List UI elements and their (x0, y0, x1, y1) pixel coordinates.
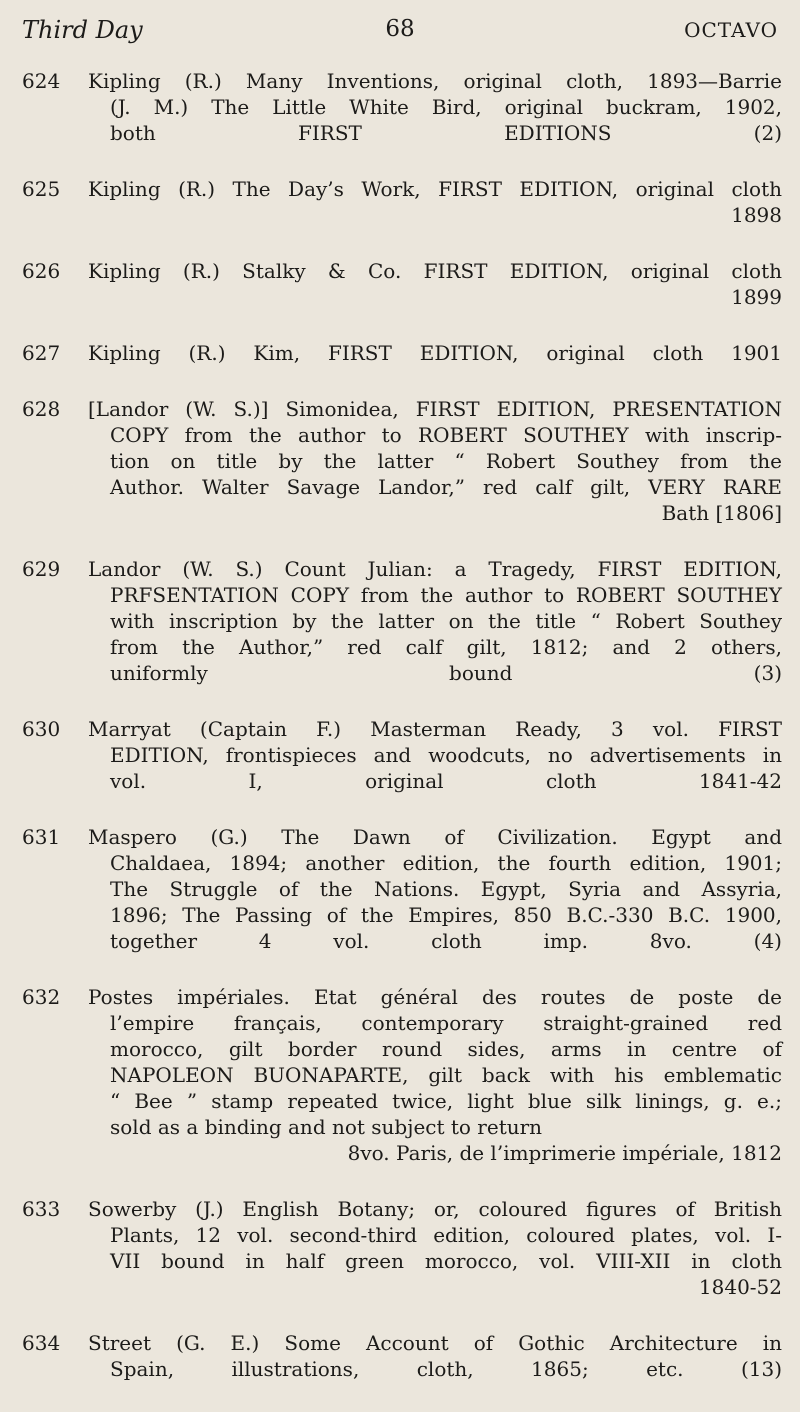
description-line: 1840-52 (698, 1275, 782, 1299)
description-line: together 4 vol. cloth imp. 8vo. (4) (110, 929, 782, 953)
description-line: Bath [1806] (661, 501, 782, 525)
lot-number: 634 (22, 1331, 61, 1355)
lot-entry (22, 556, 782, 686)
description-line: morocco, gilt border round sides, arms in centre of (110, 1037, 782, 1061)
lot-description (88, 984, 782, 1166)
description-line: [Landor (W. S.)] Simonidea, FIRST EDITION, PRESENTATION (88, 397, 782, 421)
lot-entry (22, 824, 782, 954)
description-line: sold as a binding and not subject to return (110, 1115, 543, 1139)
lot-description (88, 68, 782, 146)
description-line: 1896; The Passing of the Empires, 850 B.C.-330 B.C. 1900, (110, 903, 782, 927)
page-header (22, 16, 778, 44)
lot-entry (22, 716, 782, 794)
description-line: NAPOLEON BUONAPARTE, gilt back with his emblematic (110, 1063, 782, 1087)
description-line: Kipling (R.) Many Inventions, original cloth, 1893—Barrie (88, 69, 782, 93)
lot-number: 628 (22, 397, 61, 421)
page-number: 68 (385, 16, 415, 42)
lot-entry (22, 1330, 782, 1382)
description-line: VII bound in half green morocco, vol. VIII-XII in cloth (110, 1249, 782, 1273)
description-line: 1898 (731, 203, 782, 227)
lot-number: 629 (22, 557, 61, 581)
description-line: l’empire français, contemporary straight-grained red (110, 1011, 782, 1035)
lot-number: 625 (22, 177, 61, 201)
description-line: (J. M.) The Little White Bird, original buckram, 1902, (110, 95, 782, 119)
lot-description (88, 396, 782, 526)
description-line: Kipling (R.) Kim, FIRST EDITION, original cloth 1901 (88, 341, 782, 365)
description-line: COPY from the author to ROBERT SOUTHEY with inscrip- (110, 423, 782, 447)
description-line: Author. Walter Savage Landor,” red calf gilt, VERY RARE (110, 475, 782, 499)
description-line: Maspero (G.) The Dawn of Civilization. Egypt and (88, 825, 782, 849)
lot-entry (22, 1196, 782, 1300)
lot-entry (22, 68, 782, 146)
description-line: Plants, 12 vol. second-third edition, coloured plates, vol. I- (110, 1223, 782, 1247)
description-line: Postes impériales. Etat général des routes de poste de (88, 985, 782, 1009)
lot-list (22, 68, 782, 1412)
lot-number: 631 (22, 825, 61, 849)
description-line: Kipling (R.) Stalky & Co. FIRST EDITION, original cloth (88, 259, 782, 283)
lot-description (88, 1196, 782, 1300)
lot-description (88, 716, 782, 794)
section-label: OCTAVO (684, 18, 778, 42)
lot-description (88, 556, 782, 686)
description-line: The Struggle of the Nations. Egypt, Syria and Assyria, (110, 877, 782, 901)
description-line: uniformly bound (3) (110, 661, 782, 685)
description-line: both FIRST EDITIONS (2) (110, 121, 782, 145)
description-line: from the Author,” red calf gilt, 1812; and 2 others, (110, 635, 782, 659)
lot-number: 633 (22, 1197, 61, 1221)
lot-entry (22, 258, 782, 310)
description-line: 1899 (731, 285, 782, 309)
description-line: vol. I, original cloth 1841-42 (110, 769, 782, 793)
description-line: with inscription by the latter on the title “ Robert Southey (110, 609, 782, 633)
description-line: “ Bee ” stamp repeated twice, light blue silk linings, g. e.; (110, 1089, 782, 1113)
lot-entry (22, 340, 782, 366)
lot-number: 627 (22, 341, 61, 365)
lot-description (88, 258, 782, 310)
description-line: EDITION, frontispieces and woodcuts, no advertisements in (110, 743, 782, 767)
description-line: tion on title by the latter “ Robert Southey from the (110, 449, 782, 473)
lot-number: 632 (22, 985, 61, 1009)
description-line: Sowerby (J.) English Botany; or, coloured figures of British (88, 1197, 782, 1221)
lot-description (88, 176, 782, 228)
description-line: Kipling (R.) The Day’s Work, FIRST EDITION, original cloth (88, 177, 782, 201)
lot-entry (22, 984, 782, 1166)
lot-number: 626 (22, 259, 61, 283)
lot-description (88, 1330, 782, 1382)
description-line: Chaldaea, 1894; another edition, the fourth edition, 1901; (110, 851, 782, 875)
sale-day-label: Third Day (22, 16, 143, 44)
lot-entry (22, 396, 782, 526)
description-line: 8vo. Paris, de l’imprimerie impériale, 1812 (347, 1141, 782, 1165)
description-line: Landor (W. S.) Count Julian: a Tragedy, FIRST EDITION, (88, 557, 782, 581)
description-line: Marryat (Captain F.) Masterman Ready, 3 vol. FIRST (88, 717, 782, 741)
lot-description (88, 824, 782, 954)
description-line: Spain, illustrations, cloth, 1865; etc. (13) (110, 1357, 782, 1381)
description-line: Street (G. E.) Some Account of Gothic Architecture in (88, 1331, 782, 1355)
description-line: PRFSENTATION COPY from the author to ROBERT SOUTHEY (110, 583, 782, 607)
lot-number: 624 (22, 69, 61, 93)
lot-number: 630 (22, 717, 61, 741)
lot-description (88, 340, 782, 366)
lot-entry (22, 176, 782, 228)
